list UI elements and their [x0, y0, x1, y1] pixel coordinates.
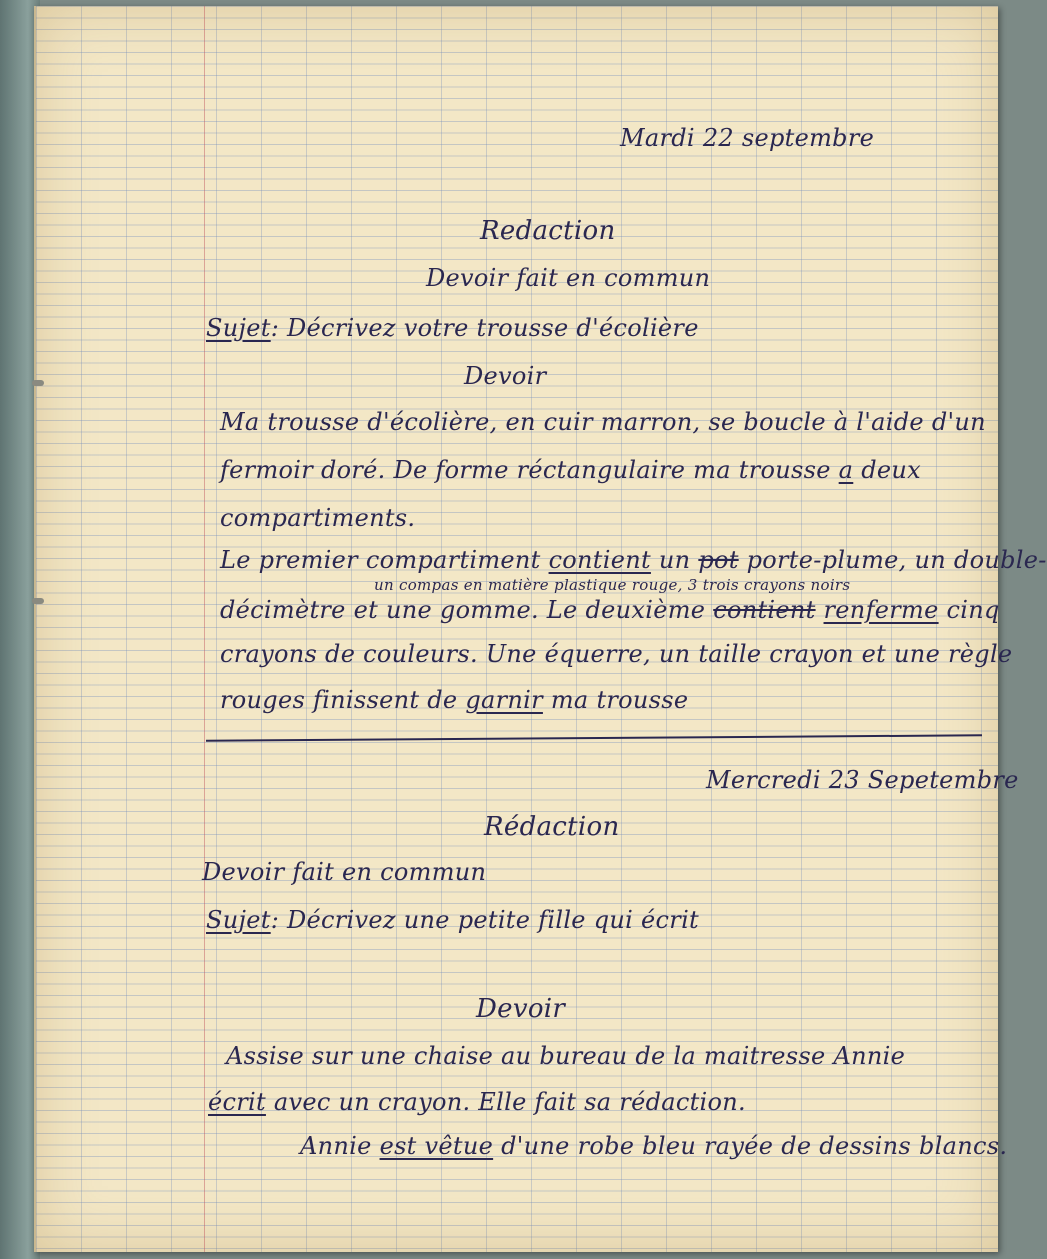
entry2-body-line-2 [208, 1088, 746, 1116]
text-run: un [658, 546, 691, 574]
binding-hole [32, 598, 44, 604]
underlined-word: a [838, 456, 854, 484]
entry1-devoir-heading: Devoir [464, 362, 547, 390]
text-run: rouges finissent de [220, 686, 458, 714]
text-run: d'une robe bleu rayée de dessins blancs. [501, 1132, 1008, 1160]
entry1-heading: Redaction [480, 216, 616, 246]
underlined-word: écrit [208, 1088, 266, 1116]
entry1-insertion: un compas en matière plastique rouge, 3 trois crayons noirs [374, 576, 851, 594]
entry2-heading: Rédaction [484, 812, 620, 842]
entry2-date: Mercredi 23 Sepetembre [706, 766, 1019, 794]
entry1-subheading: Devoir fait en commun [426, 264, 711, 292]
underlined-word: garnir [465, 686, 543, 714]
subject-label: Sujet [206, 314, 271, 342]
subject-label: Sujet [206, 906, 271, 934]
entry1-body-line-1: Ma trousse d'écolière, en cuir marron, se boucle à l'aide d'un [220, 408, 986, 436]
entry1-body-line-7 [220, 686, 688, 714]
underlined-word: est vêtue [379, 1132, 494, 1160]
subject-text: : Décrivez votre trousse d'écolière [270, 314, 699, 342]
entry2-subheading: Devoir fait en commun [202, 858, 487, 886]
binding-hole [32, 380, 44, 386]
entry-divider [206, 734, 982, 741]
entry1-body-line-6: crayons de couleurs. Une équerre, un taille crayon et une règle [220, 640, 1013, 668]
entry1-body-line-5 [220, 596, 1000, 624]
text-run: Annie [300, 1132, 372, 1160]
entry1-date: Mardi 22 septembre [620, 124, 875, 152]
text-run: porte-plume, un double- [746, 546, 1047, 574]
struck-word: contient [713, 596, 816, 624]
margin-line [204, 6, 205, 1252]
entry2-body-line-1: Assise sur une chaise au bureau de la maitresse Annie [226, 1042, 906, 1070]
entry1-subject [206, 314, 699, 342]
text-run: ma trousse [550, 686, 689, 714]
underlined-word: contient [548, 546, 651, 574]
entry2-body-line-3 [300, 1132, 1007, 1160]
notebook-page [34, 6, 1047, 1252]
subject-text: : Décrivez une petite fille qui écrit [270, 906, 699, 934]
underlined-word: renferme [823, 596, 939, 624]
entry2-subject [206, 906, 699, 934]
text-run: décimètre et une gomme. Le deuxième [220, 596, 706, 624]
entry2-devoir-heading: Devoir [476, 994, 566, 1024]
entry1-body-line-3: compartiments. [220, 504, 416, 532]
text-run: avec un crayon. Elle fait sa rédaction. [273, 1088, 746, 1116]
text-run: Le premier compartiment [220, 546, 541, 574]
entry1-body-line-4 [220, 546, 1047, 574]
text-run: fermoir doré. De forme réctangulaire ma trousse [220, 456, 831, 484]
entry1-body-line-2 [220, 456, 921, 484]
text-run: cinq [946, 596, 1000, 624]
struck-word: pot [698, 546, 739, 574]
text-run: deux [861, 456, 921, 484]
